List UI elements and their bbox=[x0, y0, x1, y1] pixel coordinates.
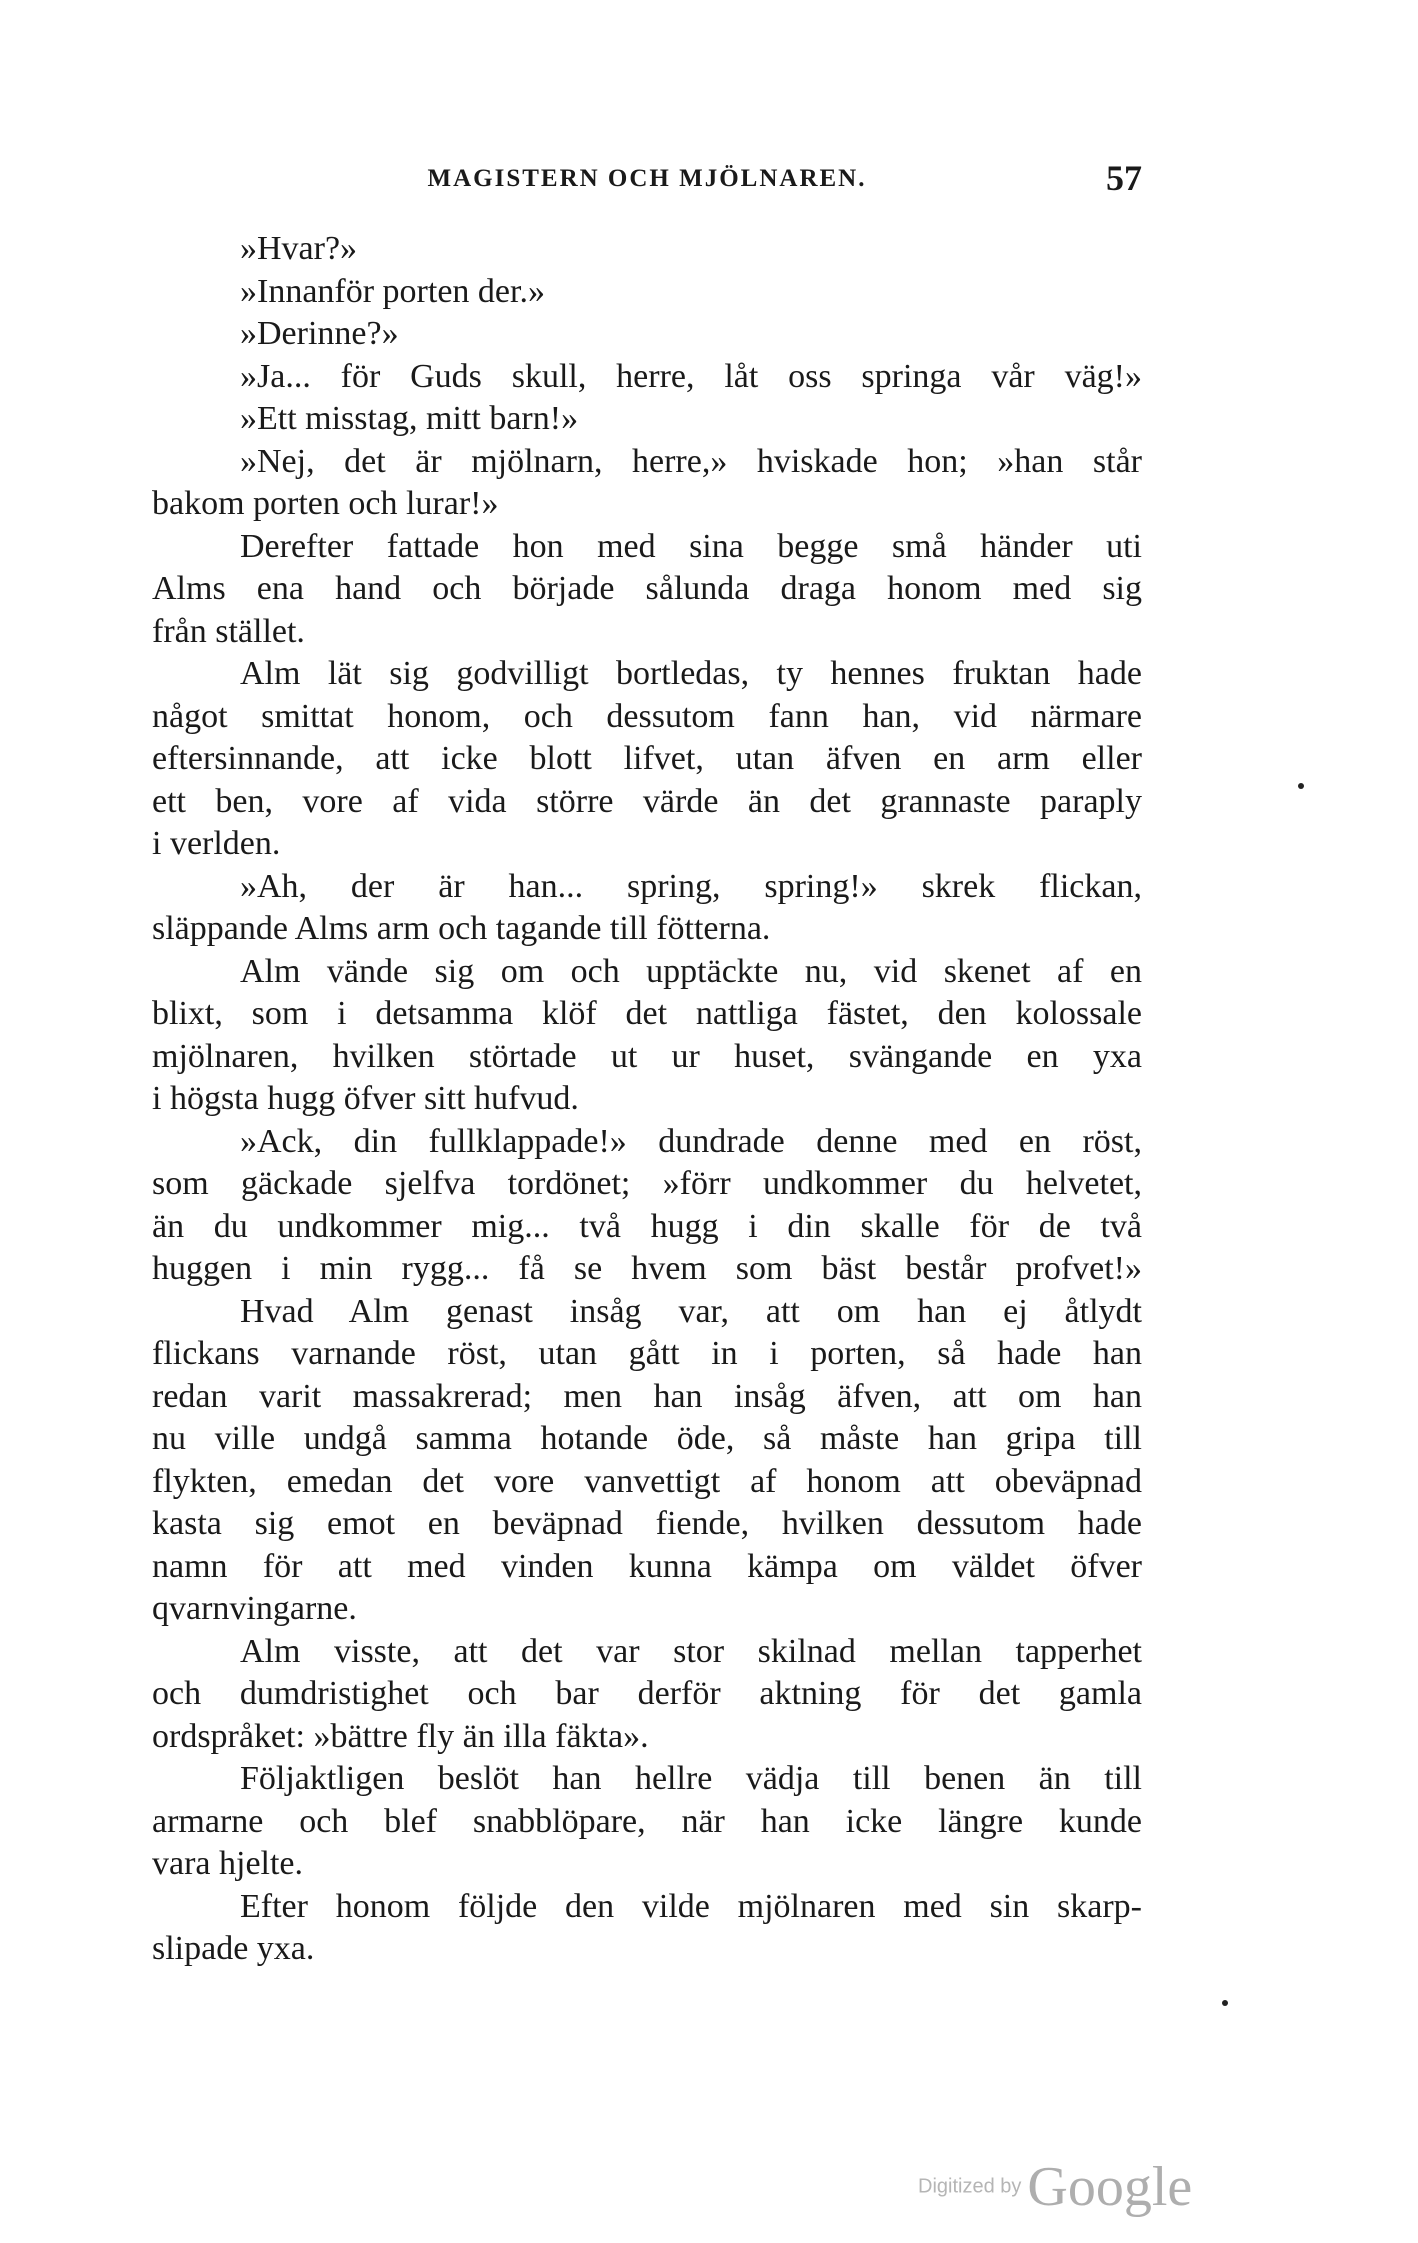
ink-speck bbox=[1222, 2000, 1228, 2006]
text-line: slipade yxa. bbox=[152, 1930, 315, 1967]
text-line: i högsta hugg öfver sitt hufvud. bbox=[152, 1080, 579, 1117]
body-text bbox=[152, 228, 1142, 1971]
text-line: »Ack, din fullklappade!» dundrade denne med en röst, bbox=[240, 1122, 1142, 1160]
text-line: flickans varnande röst, utan gått in i porten, så hade han bbox=[152, 1335, 1142, 1372]
text-line: något smittat honom, och dessutom fann han, vid närmare bbox=[152, 697, 1142, 735]
text-line: Alm lät sig godvilligt bortledas, ty hennes fruktan hade bbox=[240, 655, 1142, 692]
text-line: »Ett misstag, mitt barn!» bbox=[240, 400, 579, 437]
text-line: kasta sig emot en beväpnad fiende, hvilken dessutom hade bbox=[152, 1505, 1142, 1542]
text-line: »Ah, der är han... spring, spring!» skrek flickan, bbox=[240, 867, 1142, 905]
text-line: i verlden. bbox=[152, 825, 281, 862]
text-line: blixt, som i detsamma klöf det nattliga fästet, den kolossale bbox=[152, 995, 1142, 1032]
text-line: Alms ena hand och började sålunda draga honom med sig bbox=[152, 570, 1142, 607]
text-line: ett ben, vore af vida större värde än det grannaste paraply bbox=[152, 782, 1142, 820]
text-line: »Derinne?» bbox=[240, 315, 399, 352]
text-line: armarne och blef snabblöpare, när han icke längre kunde bbox=[152, 1802, 1142, 1840]
text-line: ordspråket: »bättre fly än illa fäkta». bbox=[152, 1717, 649, 1755]
text-line: Derefter fattade hon med sina begge små händer uti bbox=[240, 527, 1142, 565]
digitization-watermark bbox=[918, 2155, 1193, 2218]
text-line: Alm vände sig om och upptäckte nu, vid skenet af en bbox=[240, 952, 1142, 990]
watermark-prefix: Digitized by bbox=[918, 2175, 1022, 2198]
google-logo: Google bbox=[1027, 2156, 1193, 2218]
text-line: nu ville undgå samma hotande öde, så måste han gripa till bbox=[152, 1420, 1142, 1457]
text-line: namn för att med vinden kunna kämpa om väldet öfver bbox=[152, 1547, 1142, 1585]
text-line: eftersinnande, att icke blott lifvet, utan äfven en arm eller bbox=[152, 740, 1142, 777]
running-head bbox=[152, 158, 1142, 205]
text-line: redan varit massakrerad; men han insåg äfven, att om han bbox=[152, 1377, 1142, 1415]
text-line: Hvad Alm genast insåg var, att om han ej åtlydt bbox=[240, 1292, 1142, 1330]
text-line: vara hjelte. bbox=[152, 1845, 304, 1882]
running-title: MAGISTERN OCH MJÖLNAREN. bbox=[427, 165, 867, 192]
text-line: från stället. bbox=[152, 612, 305, 650]
text-line: »Ja... för Guds skull, herre, låt oss springa vår väg!» bbox=[240, 357, 1142, 395]
text-line: Följaktligen beslöt han hellre vädja till benen än till bbox=[240, 1760, 1142, 1797]
text-line: mjölnaren, hvilken störtade ut ur huset, svängande en yxa bbox=[152, 1037, 1142, 1075]
text-line: qvarnvingarne. bbox=[152, 1590, 357, 1627]
text-line: »Innanför porten der.» bbox=[240, 272, 545, 310]
page-number: 57 bbox=[1106, 158, 1142, 198]
ink-speck bbox=[1298, 783, 1304, 789]
text-line: släppande Alms arm och tagande till fötterna. bbox=[152, 910, 771, 947]
text-line: flykten, emedan det vore vanvettigt af honom att obeväpnad bbox=[152, 1462, 1142, 1500]
text-line: Efter honom följde den vilde mjölnaren med sin skarp- bbox=[240, 1887, 1142, 1925]
text-line: huggen i min rygg... få se hvem som bäst består profvet!» bbox=[152, 1250, 1142, 1287]
text-line: som gäckade sjelfva tordönet; »förr undkommer du helvetet, bbox=[152, 1165, 1142, 1202]
text-line: och dumdristighet och bar derför aktning för det gamla bbox=[152, 1675, 1142, 1712]
text-line: än du undkommer mig... två hugg i din skalle för de två bbox=[152, 1207, 1142, 1245]
text-line: Alm visste, att det var stor skilnad mellan tapperhet bbox=[240, 1632, 1142, 1670]
text-line: bakom porten och lurar!» bbox=[152, 485, 499, 522]
text-line: »Nej, det är mjölnarn, herre,» hviskade hon; »han står bbox=[240, 442, 1142, 480]
text-line: »Hvar?» bbox=[240, 230, 358, 267]
